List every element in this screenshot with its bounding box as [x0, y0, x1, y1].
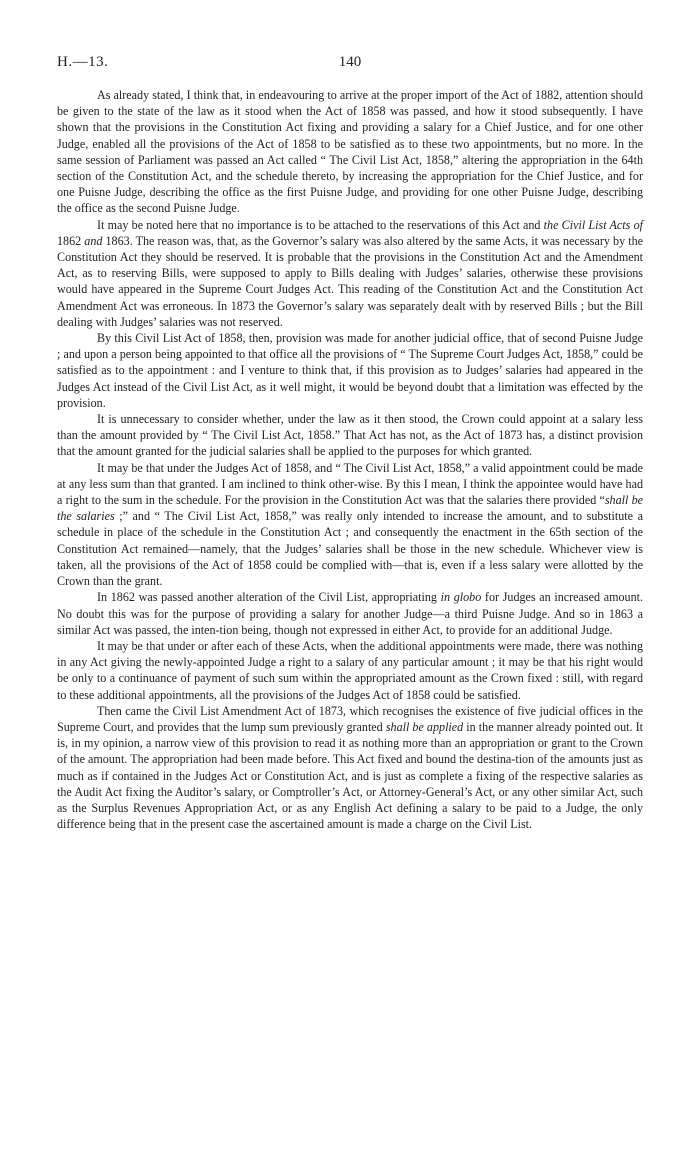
paragraph	[57, 638, 643, 703]
text-run: 1862	[57, 233, 85, 248]
page-number: 140	[338, 54, 362, 70]
text-run: in the manner already pointed out. It is, in my opinion, a narrow view of this provision to read it as nothing more than an appropriation or grant to the Crown of the amount. The appropriation had been made before. This Act fixed and bound the destina-tion of the amounts just as much as if contained in the Judges Act or Constitution Act, and is just as complete a fixing of the respective salaries as the Audit Act fixing the Auditor’s salary, or Comptroller’s Act, or Attorney-General’s Act, or any other similar Act, such as the Surplus Revenues Appropriation Act, or as any English Act defining a salary to be paid to a Judge, the only difference being that in the present case the ascertained amount is made a charge on the Civil List.	[57, 719, 643, 832]
italic-text-run: in globo	[440, 590, 482, 605]
text-run: 1863. The reason was, that, as the Governor’s salary was also altered by the same Acts, it was necessary by the Constitution Act they should be reserved. It is probable that the provisions in the Constitution Act and the Amendment Act, as to reserving Bills, were supposed to apply to Bills dealing with Judges’ salaries, otherwise these provisions would have appeared in the Supreme Court Judges Act. This reading of the Constitution Act and the Constitution Act Amendment Act was erroneous. In 1873 the Governor’s salary was separately dealt with by reserved Bills ; but the Bill dealing with Judges’ salaries was not reserved.	[57, 233, 643, 329]
text-run: It may be noted here that no importance is to be attached to the reservations of this Act and	[97, 217, 544, 232]
italic-text-run: the Civil List Acts of	[543, 217, 643, 232]
italic-text-run: shall be the salaries	[57, 493, 643, 524]
paragraph	[57, 589, 643, 638]
text-run: It may be that under the Judges Act of 1858, and “ The Civil List Act, 1858,” a valid appointment could be made at any less sum than that granted. I am inclined to think other-wise. By this I mean, I think the appointee would have had a right to the sum in the schedule. For the provision in the Constitution Act was that the salaries there provided “	[57, 460, 643, 508]
italic-text-run: shall be applied	[385, 719, 464, 734]
paragraph	[57, 87, 643, 217]
paragraph	[57, 703, 643, 833]
text-run: It may be that under or after each of these Acts, when the additional appointments were made, there was nothing in any Act giving the newly-appointed Judge a right to a salary of any particular amount ; it may be that his right would be only to a continuance of payment of such sum within the appropriated amount as the Crown fixed : still, with regard to these additional appointments, all the provisions of the Judges Act of 1858 could be satisfied.	[57, 638, 643, 702]
text-run: for Judges an increased amount. No doubt this was for the purpose of providing a salary for another Judge—a third Puisne Judge. And so in 1863 a similar Act was passed, the inten-tion being, though not expressed in either Act, to provide for an additional Judge.	[57, 590, 644, 637]
document-reference: H.—13.	[57, 54, 109, 70]
italic-text-run: and	[84, 233, 103, 248]
text-run: It is unnecessary to consider whether, under the law as it then stood, the Crown could appoint at a salary less than the amount provided by “ The Civil List Act, 1858.” That Act has not, as the Act of 1873 has, a distinct provision that the amount granted for the judicial salaries shall be applied to the purposes for which granted.	[57, 412, 643, 459]
page-header	[57, 54, 643, 74]
text-run: ;” and “ The Civil List Act, 1858,” was really only intended to increase the amount, and to substitute a schedule in place of the schedule in the Constitution Act ; and consequently the enactment in the 65th section of the Constitution Act remained—namely, that the Judges’ salaries shall be those in the new schedule. Whichever view is taken, all the provisions of the Act of 1858 could be complied with—that is, even if a less salary were allotted by the Crown than the grant.	[57, 509, 643, 589]
paragraph	[57, 217, 643, 330]
paragraph	[57, 330, 643, 411]
text-run: By this Civil List Act of 1858, then, provision was made for another judicial office, that of second Puisne Judge ; and upon a person being appointed to that office all the provisions of “ The Supreme Court Judges Act, 1858,” could be satisfied as to the appointment : and I venture to think that, if this provision as to Judges’ salaries had appeared in the Judges Act instead of the Civil List Act, as it well might, it would be beyond doubt that a limitation was effected by the provision.	[57, 331, 643, 410]
paragraph	[57, 460, 643, 590]
text-run: Then came the Civil List Amendment Act of 1873, which recognises the existence of five judicial offices in the Supreme Court, and provides that the lump sum previously granted	[57, 703, 643, 734]
body-text	[57, 87, 643, 832]
paragraph	[57, 411, 643, 460]
text-run: As already stated, I think that, in endeavouring to arrive at the proper import of the Act of 1882, attention should be given to the state of the law as it stood when the Act of 1858 was passed, and how it stood subsequently. I have shown that the provisions in the Constitution Act fixing and providing a salary for a Chief Justice, and for one other Judge, enabled all the provisions of the Act of 1858 to be satisfied as to these two appointments, but no more. In the same session of Parliament was passed an Act called “ The Civil List Act, 1858,” altering the appropriation in the 64th section of the Constitution Act, and the schedule thereto, by increasing the appropriation for the Chief Justice, and for one Puisne Judge, describing the office as the first Puisne Judge, and providing for one other Puisne Judge, describing the office as the second Puisne Judge.	[57, 88, 643, 216]
text-run: In 1862 was passed another alteration of the Civil List, appropriating	[97, 590, 441, 605]
